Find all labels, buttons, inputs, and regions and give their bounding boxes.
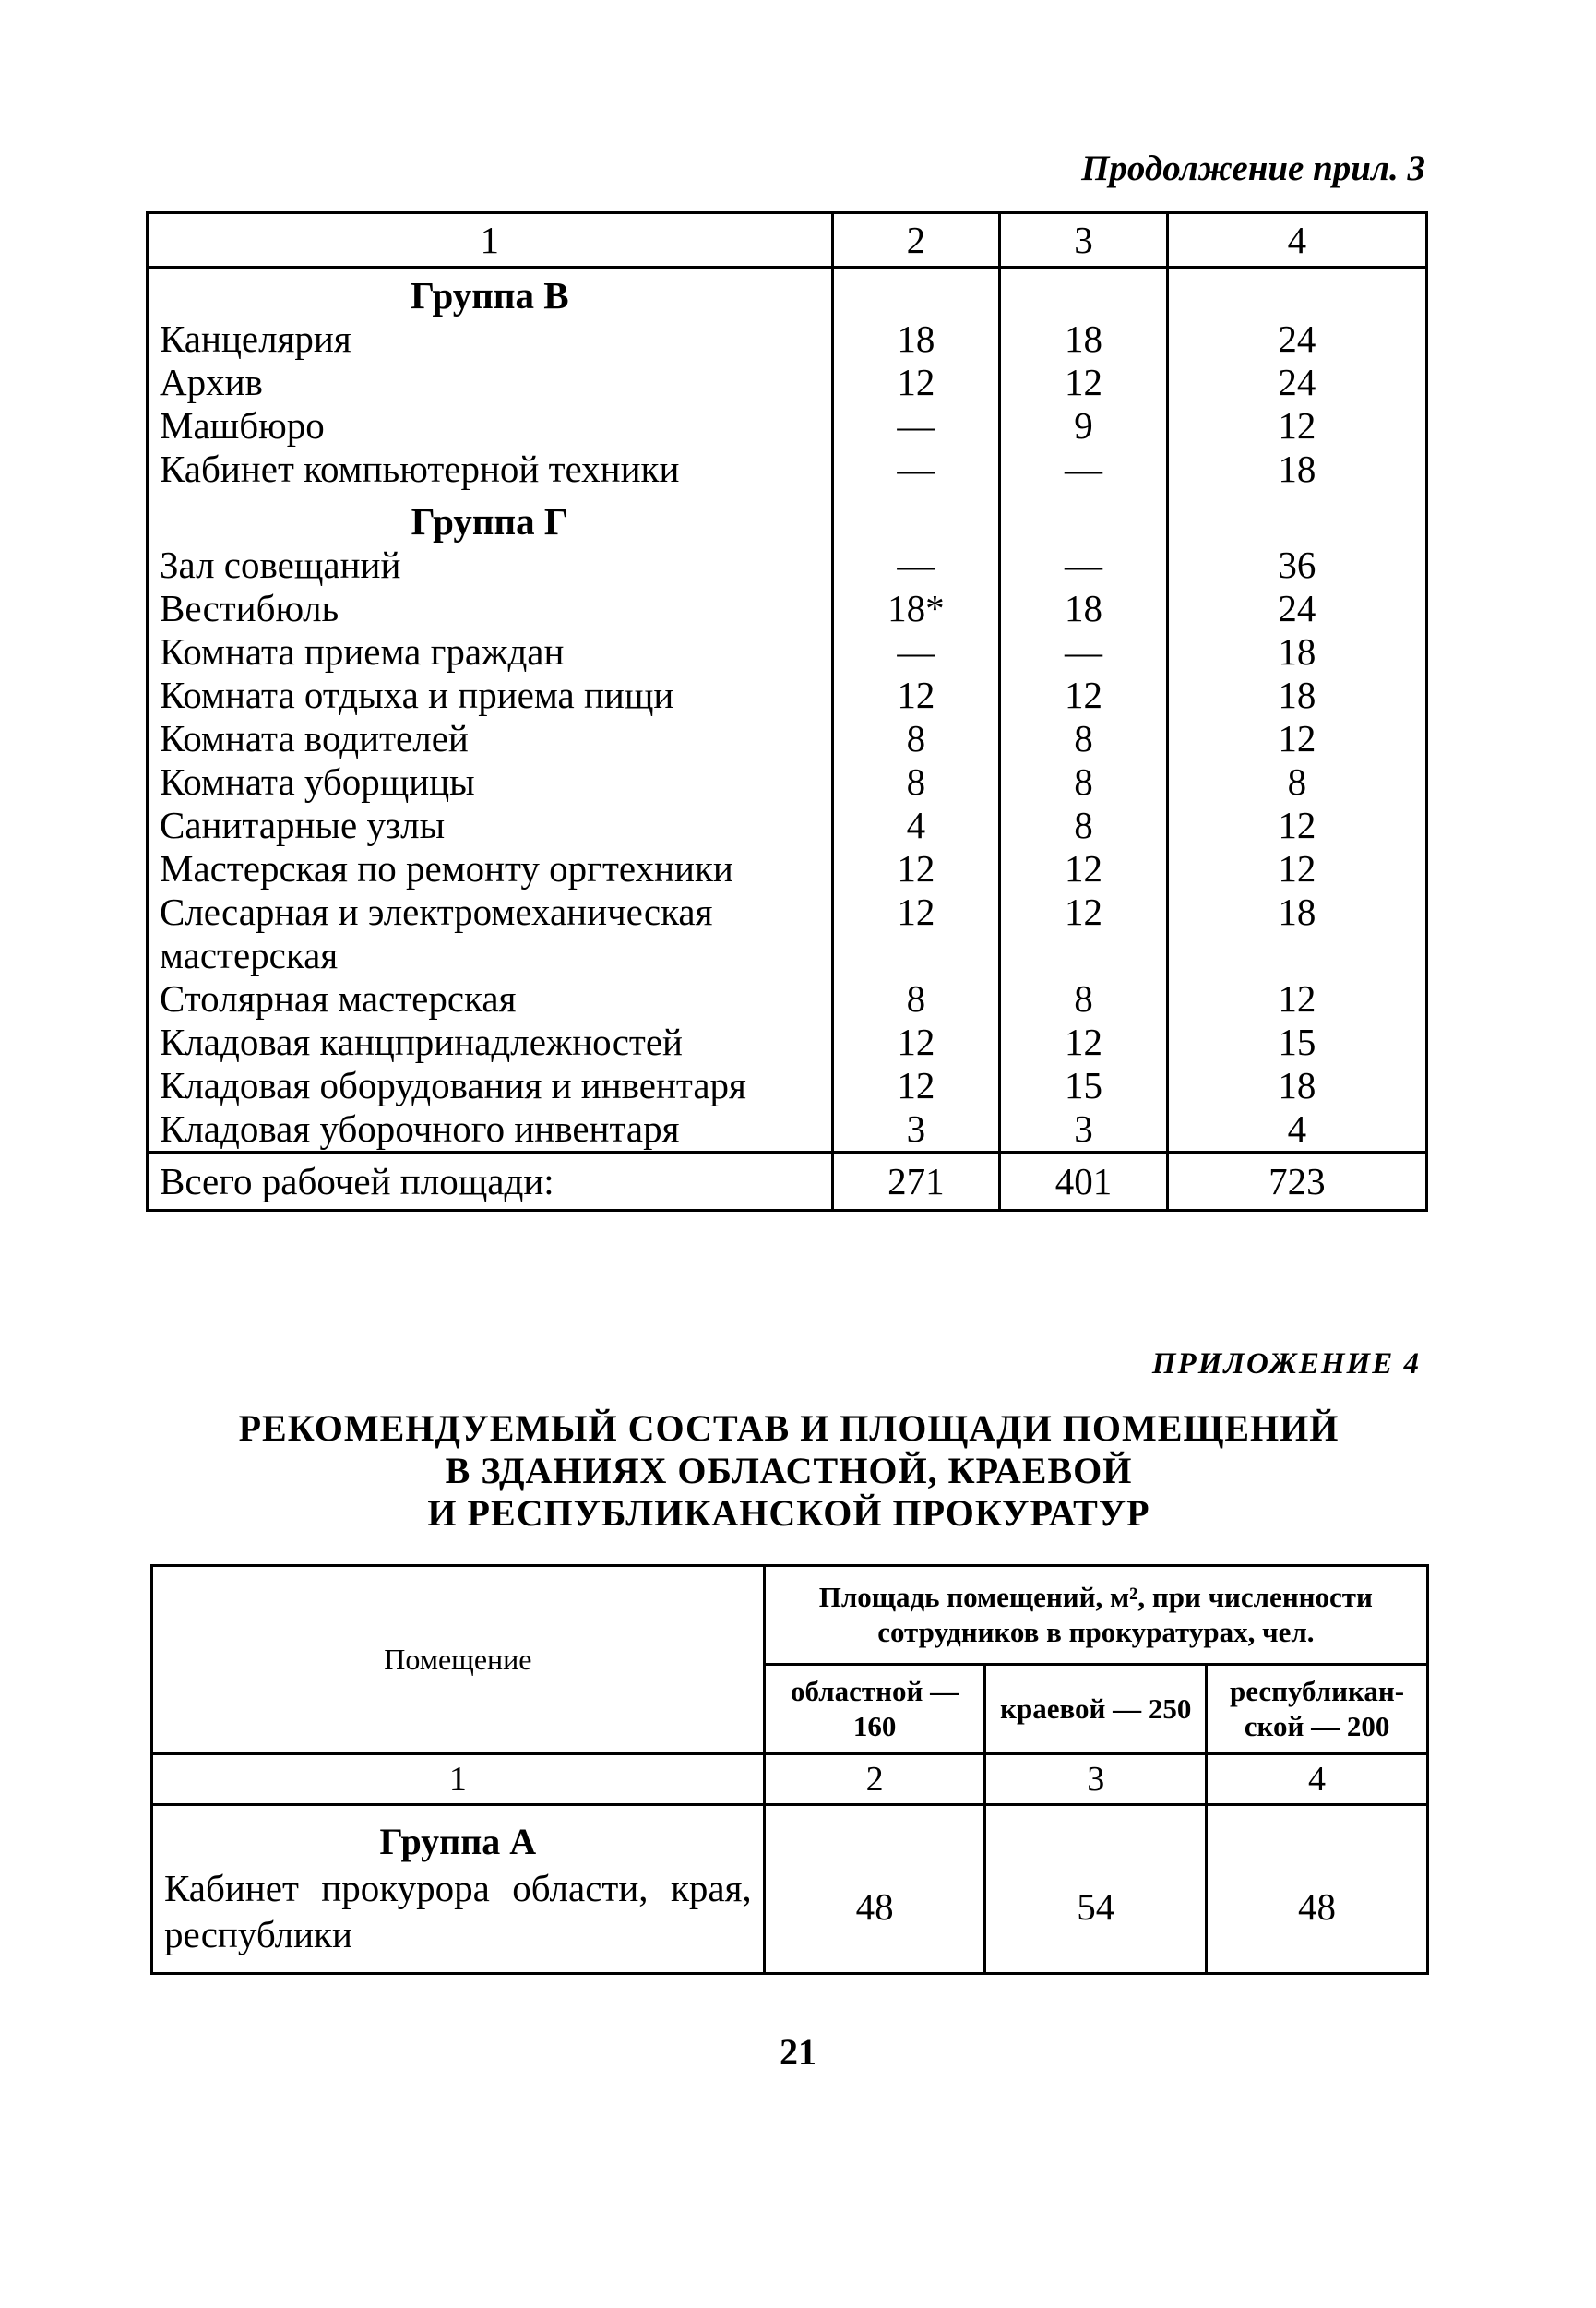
total-row <box>148 1153 1427 1211</box>
group-v-rows <box>148 317 1427 491</box>
room-name: Машбюро <box>148 404 833 448</box>
room-name: Кладовая уборочного инвентаря <box>148 1107 833 1153</box>
area-value: 12 <box>1000 1021 1168 1064</box>
area-value: 12 <box>832 1021 1000 1064</box>
table-row <box>148 891 1427 977</box>
area-value: 4 <box>832 804 1000 847</box>
col-number-2: 2 <box>764 1754 985 1805</box>
col-number-3: 3 <box>1000 213 1168 268</box>
area-value: 12 <box>1167 804 1426 847</box>
table-row <box>148 804 1427 847</box>
col-number-3: 3 <box>985 1754 1207 1805</box>
area-value: 12 <box>832 847 1000 891</box>
area-value: 18 <box>1000 587 1168 630</box>
table-row <box>148 544 1427 587</box>
total-label: Всего рабочей площади: <box>148 1153 833 1211</box>
area-value: 12 <box>1167 847 1426 891</box>
table-row <box>148 587 1427 630</box>
area-value: — <box>1000 544 1168 587</box>
room-name: Кладовая канцпринадлежностей <box>148 1021 833 1064</box>
area-value: 48 <box>1207 1805 1428 1974</box>
area-value: 8 <box>1000 760 1168 804</box>
area-value: 12 <box>832 674 1000 717</box>
title-line: РЕКОМЕНДУЕМЫЙ СОСТАВ И ПЛОЩАДИ ПОМЕЩЕНИЙ <box>238 1407 1340 1449</box>
table-row <box>148 977 1427 1021</box>
area-value: 18 <box>832 317 1000 361</box>
table-row <box>148 1064 1427 1107</box>
area-value: — <box>832 630 1000 674</box>
table-row <box>152 1805 1428 1974</box>
table-row <box>148 717 1427 760</box>
area-value: 18 <box>1167 674 1426 717</box>
area-value: 18 <box>1167 891 1426 977</box>
total-value: 723 <box>1167 1153 1426 1211</box>
title-line: В ЗДАНИЯХ ОБЛАСТНОЙ, КРАЕВОЙ <box>445 1450 1133 1491</box>
room-name: Канцелярия <box>148 317 833 361</box>
recommended-room-table <box>150 1564 1429 1975</box>
area-value: 8 <box>832 717 1000 760</box>
group-heading-row <box>148 491 1427 544</box>
col-number-4: 4 <box>1167 213 1426 268</box>
col-number-1: 1 <box>152 1754 765 1805</box>
area-value: 12 <box>832 361 1000 404</box>
area-value: 15 <box>1167 1021 1426 1064</box>
table-row <box>148 1021 1427 1064</box>
area-value: 12 <box>1000 361 1168 404</box>
column-number-row <box>152 1754 1428 1805</box>
room-name: Мастерская по ремонту оргтехники <box>148 847 833 891</box>
sub-header-territorial: краевой — 250 <box>985 1665 1207 1754</box>
table-row <box>148 317 1427 361</box>
group-g-rows <box>148 544 1427 1153</box>
area-value: 8 <box>1000 804 1168 847</box>
area-value: 24 <box>1167 361 1426 404</box>
area-value: 12 <box>1167 977 1426 1021</box>
room-name: Кабинет компьютерной техники <box>148 448 833 491</box>
room-name: Санитарные узлы <box>148 804 833 847</box>
area-value: 8 <box>1000 717 1168 760</box>
page-number: 21 <box>780 2031 816 2073</box>
area-value: 12 <box>832 891 1000 977</box>
area-value: 24 <box>1167 587 1426 630</box>
total-value: 271 <box>832 1153 1000 1211</box>
sub-header-regional: областной — 160 <box>764 1665 985 1754</box>
room-name: Вестибюль <box>148 587 833 630</box>
area-value: 3 <box>1000 1107 1168 1153</box>
area-value: 3 <box>832 1107 1000 1153</box>
area-value: 18 <box>1167 448 1426 491</box>
table-row <box>148 760 1427 804</box>
group-heading: Группа В <box>148 268 833 318</box>
area-value: 12 <box>1000 674 1168 717</box>
sub-header-republican: республикан- ской — 200 <box>1207 1665 1428 1754</box>
room-name: Кабинет прокурора области, края, республики <box>164 1867 752 1955</box>
group-heading: Группа А <box>379 1821 537 1862</box>
room-name: Комната отдыха и приема пищи <box>148 674 833 717</box>
area-value: 18* <box>832 587 1000 630</box>
area-value: 18 <box>1167 630 1426 674</box>
table-row <box>148 361 1427 404</box>
table-row <box>148 404 1427 448</box>
column-number-row <box>148 213 1427 268</box>
area-value: — <box>832 404 1000 448</box>
room-name: Архив <box>148 361 833 404</box>
area-value: 8 <box>832 760 1000 804</box>
area-value: 9 <box>1000 404 1168 448</box>
document-title <box>148 1407 1430 1535</box>
area-value: 12 <box>1167 717 1426 760</box>
area-value: — <box>832 448 1000 491</box>
area-value: 8 <box>832 977 1000 1021</box>
room-name: Комната уборщицы <box>148 760 833 804</box>
room-name: Столярная мастерская <box>148 977 833 1021</box>
room-name: Зал совещаний <box>148 544 833 587</box>
area-value: — <box>832 544 1000 587</box>
continuation-label: Продолжение прил. 3 <box>1081 149 1425 188</box>
area-value: 8 <box>1000 977 1168 1021</box>
area-value: 36 <box>1167 544 1426 587</box>
group-heading-row <box>148 268 1427 318</box>
area-header: Площадь помещений, м², при численности сотрудников в прокуратурах, чел. <box>764 1566 1427 1665</box>
col-number-1: 1 <box>148 213 833 268</box>
room-name: Кладовая оборудования и инвентаря <box>148 1064 833 1107</box>
area-value: 12 <box>1167 404 1426 448</box>
table-row <box>148 448 1427 491</box>
room-cell <box>152 1805 765 1974</box>
appendix-label: ПРИЛОЖЕНИЕ 4 <box>1151 1347 1421 1381</box>
table-row <box>148 630 1427 674</box>
area-value: 24 <box>1167 317 1426 361</box>
area-value: 18 <box>1167 1064 1426 1107</box>
area-value: 12 <box>1000 891 1168 977</box>
area-value: 18 <box>1000 317 1168 361</box>
room-area-table-continued <box>146 211 1428 1212</box>
room-name: Слесарная и электромеханическая мастерская <box>148 891 833 977</box>
col-number-4: 4 <box>1207 1754 1428 1805</box>
area-value: 8 <box>1167 760 1426 804</box>
area-value: — <box>1000 630 1168 674</box>
group-heading: Группа Г <box>148 491 833 544</box>
room-name: Комната водителей <box>148 717 833 760</box>
room-header: Помещение <box>152 1566 765 1754</box>
area-value: 54 <box>985 1805 1207 1974</box>
room-name: Комната приема граждан <box>148 630 833 674</box>
table-row <box>148 674 1427 717</box>
header-row <box>152 1566 1428 1665</box>
title-line: И РЕСПУБЛИКАНСКОЙ ПРОКУРАТУР <box>427 1492 1150 1534</box>
area-value: 12 <box>1000 847 1168 891</box>
area-value: 12 <box>832 1064 1000 1107</box>
area-value: 4 <box>1167 1107 1426 1153</box>
area-value: — <box>1000 448 1168 491</box>
total-value: 401 <box>1000 1153 1168 1211</box>
table-row <box>148 847 1427 891</box>
table-row <box>148 1107 1427 1153</box>
area-value: 15 <box>1000 1064 1168 1107</box>
area-value: 48 <box>764 1805 985 1974</box>
col-number-2: 2 <box>832 213 1000 268</box>
